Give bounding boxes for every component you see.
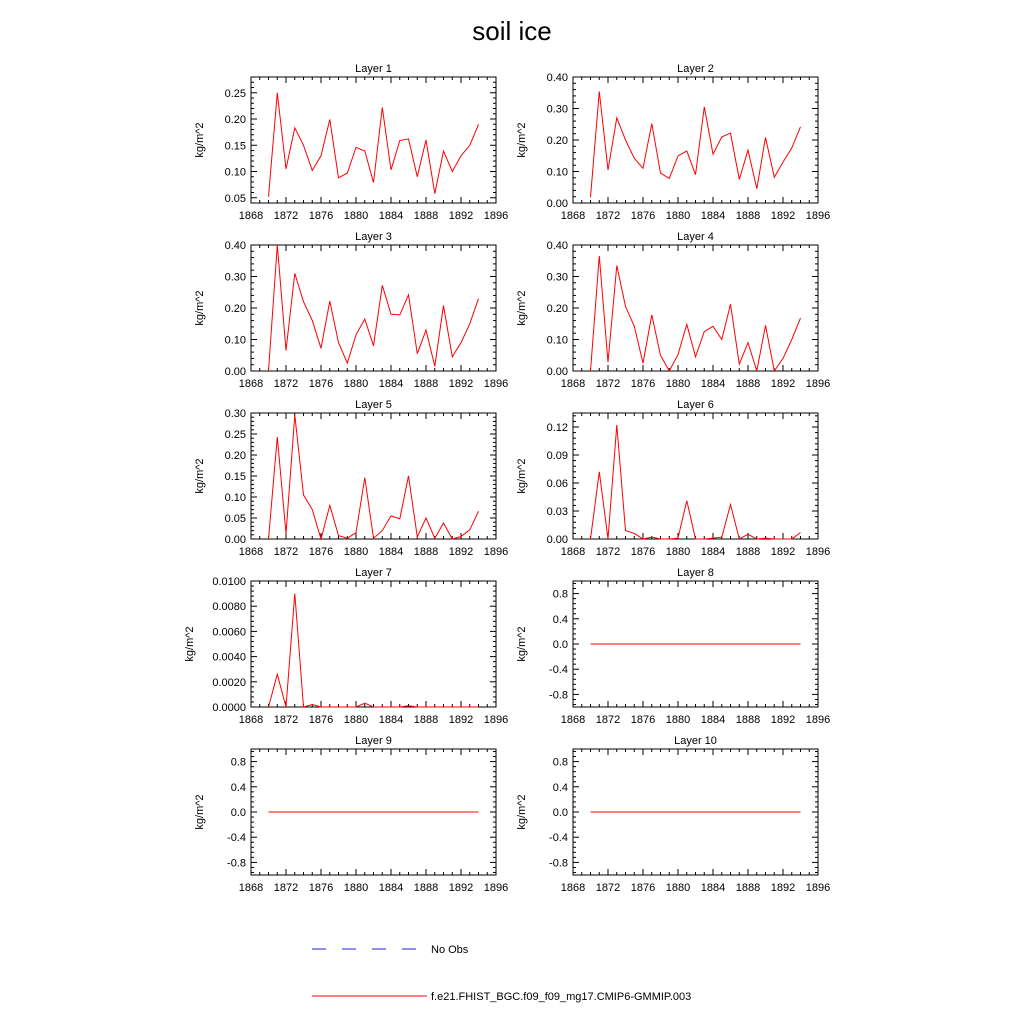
- y-tick-label: -0.8: [549, 689, 568, 702]
- panel-layer-10: [516, 735, 830, 894]
- y-tick-label: -0.4: [227, 832, 246, 845]
- x-tick-label: 1872: [595, 546, 621, 558]
- y-tick-label: 0.0040: [212, 651, 246, 664]
- y-tick-label: 0.0020: [212, 676, 246, 689]
- y-tick-label: 0.4: [552, 781, 568, 794]
- y-tick-label: 0.8: [230, 756, 246, 769]
- y-axis-label: kg/m^2: [516, 794, 528, 830]
- x-tick-label: 1896: [805, 546, 831, 558]
- x-tick-label: 1880: [665, 378, 691, 390]
- x-tick-label: 1880: [665, 714, 691, 726]
- plot-frame: [251, 77, 496, 203]
- x-tick-label: 1876: [308, 882, 334, 894]
- plot-frame: [573, 245, 818, 371]
- figure-title: soil ice: [472, 16, 552, 46]
- panel-title: Layer 3: [355, 231, 392, 243]
- y-tick-label: 0.30: [224, 408, 246, 420]
- panel-title: Layer 2: [677, 63, 714, 75]
- x-tick-label: 1884: [700, 714, 726, 726]
- x-tick-label: 1896: [805, 378, 831, 390]
- x-tick-label: 1876: [630, 378, 656, 390]
- x-tick-label: 1892: [770, 546, 796, 558]
- y-tick-label: 0.30: [224, 271, 246, 284]
- x-tick-label: 1888: [413, 546, 439, 558]
- legend-label-model: f.e21.FHIST_BGC.f09_f09_mg17.CMIP6-GMMIP.003: [431, 991, 692, 1003]
- y-axis-label: kg/m^2: [516, 626, 528, 662]
- y-tick-label: 0.0: [230, 807, 246, 819]
- y-tick-label: 0.06: [546, 478, 568, 490]
- x-tick-label: 1872: [595, 714, 621, 726]
- y-tick-label: 0.4: [230, 781, 246, 794]
- x-tick-label: 1880: [343, 714, 369, 726]
- x-tick-label: 1868: [560, 882, 586, 894]
- y-tick-label: -0.8: [549, 857, 568, 870]
- panel-layer-2: [516, 63, 830, 222]
- y-tick-label: 0.10: [546, 334, 568, 347]
- y-tick-label: 0.20: [546, 135, 568, 147]
- x-tick-label: 1896: [805, 882, 831, 894]
- x-tick-label: 1888: [735, 210, 761, 222]
- y-tick-label: 0.30: [546, 103, 568, 116]
- y-tick-label: -0.4: [549, 832, 568, 845]
- x-tick-label: 1868: [560, 378, 586, 390]
- y-tick-label: 0.15: [224, 140, 246, 153]
- y-tick-label: 0.00: [224, 366, 246, 378]
- y-tick-label: 0.05: [224, 513, 246, 525]
- panel-title: Layer 5: [355, 399, 392, 411]
- x-tick-label: 1876: [630, 882, 656, 894]
- panel-layer-8: [516, 567, 830, 726]
- y-axis-label: kg/m^2: [194, 458, 206, 494]
- y-tick-label: 0.10: [224, 334, 246, 347]
- y-tick-label: 0.20: [224, 450, 246, 462]
- series-line: [269, 93, 479, 197]
- x-tick-label: 1872: [595, 210, 621, 222]
- x-tick-label: 1892: [448, 882, 474, 894]
- y-tick-label: 0.00: [224, 534, 246, 546]
- x-tick-label: 1884: [700, 378, 726, 390]
- legend-label-no-obs: No Obs: [431, 944, 469, 956]
- panel-title: Layer 1: [355, 63, 392, 75]
- x-tick-label: 1888: [735, 546, 761, 558]
- x-tick-label: 1896: [805, 714, 831, 726]
- y-axis-label: kg/m^2: [194, 794, 206, 830]
- x-tick-label: 1872: [273, 882, 299, 894]
- x-tick-label: 1892: [448, 210, 474, 222]
- x-tick-label: 1896: [483, 714, 509, 726]
- x-tick-label: 1872: [273, 714, 299, 726]
- panel-title: Layer 8: [677, 567, 714, 579]
- x-tick-label: 1884: [700, 882, 726, 894]
- panel-title: Layer 4: [677, 231, 714, 243]
- series-line: [269, 245, 479, 371]
- y-axis-label: kg/m^2: [194, 290, 206, 326]
- x-tick-label: 1880: [343, 882, 369, 894]
- y-tick-label: 0.4: [552, 613, 568, 626]
- y-tick-label: 0.25: [224, 87, 246, 100]
- x-tick-label: 1880: [665, 210, 691, 222]
- y-tick-label: 0.20: [224, 114, 246, 126]
- y-axis-label: kg/m^2: [184, 626, 196, 662]
- panel-layer-3: [194, 231, 508, 390]
- y-tick-label: 0.03: [546, 506, 568, 518]
- y-tick-label: 0.8: [552, 588, 568, 601]
- x-tick-label: 1896: [483, 210, 509, 222]
- y-tick-label: 0.40: [546, 240, 568, 252]
- x-tick-label: 1888: [413, 714, 439, 726]
- x-tick-label: 1868: [560, 210, 586, 222]
- x-tick-label: 1880: [665, 882, 691, 894]
- x-tick-label: 1872: [595, 882, 621, 894]
- y-axis-label: kg/m^2: [516, 122, 528, 158]
- panel-layer-7: [184, 567, 508, 726]
- panel-title: Layer 7: [355, 567, 392, 579]
- plot-frame: [251, 245, 496, 371]
- y-tick-label: 0.0080: [212, 601, 246, 614]
- x-tick-label: 1892: [770, 882, 796, 894]
- panel-layer-1: [194, 63, 508, 222]
- x-tick-label: 1892: [770, 714, 796, 726]
- x-tick-label: 1880: [343, 210, 369, 222]
- x-tick-label: 1884: [378, 378, 404, 390]
- x-tick-label: 1876: [308, 714, 334, 726]
- series-line: [591, 256, 801, 371]
- x-tick-label: 1872: [595, 378, 621, 390]
- y-tick-label: 0.20: [224, 303, 246, 315]
- x-tick-label: 1868: [238, 882, 264, 894]
- y-tick-label: 0.0100: [212, 576, 246, 588]
- x-tick-label: 1896: [805, 210, 831, 222]
- x-tick-label: 1892: [770, 210, 796, 222]
- x-tick-label: 1876: [630, 546, 656, 558]
- x-tick-label: 1892: [448, 546, 474, 558]
- x-tick-label: 1888: [735, 714, 761, 726]
- y-tick-label: 0.0: [552, 807, 568, 819]
- x-tick-label: 1892: [448, 378, 474, 390]
- legend: [312, 944, 691, 1003]
- x-tick-label: 1888: [413, 882, 439, 894]
- y-tick-label: 0.8: [552, 756, 568, 769]
- x-tick-label: 1876: [308, 210, 334, 222]
- y-tick-label: 0.00: [546, 198, 568, 210]
- series-line: [269, 415, 479, 539]
- x-tick-label: 1868: [560, 546, 586, 558]
- x-tick-label: 1880: [343, 546, 369, 558]
- y-tick-label: 0.0000: [212, 702, 246, 714]
- y-tick-label: 0.12: [546, 422, 568, 434]
- panel-layer-6: [516, 399, 830, 558]
- x-tick-label: 1880: [665, 546, 691, 558]
- x-tick-label: 1868: [238, 378, 264, 390]
- x-tick-label: 1884: [700, 546, 726, 558]
- y-tick-label: 0.10: [224, 166, 246, 179]
- panel-title: Layer 6: [677, 399, 714, 411]
- x-tick-label: 1884: [378, 714, 404, 726]
- x-tick-label: 1884: [378, 210, 404, 222]
- x-tick-label: 1868: [238, 546, 264, 558]
- y-tick-label: 0.30: [546, 271, 568, 284]
- x-tick-label: 1896: [483, 546, 509, 558]
- y-tick-label: 0.00: [546, 366, 568, 378]
- y-tick-label: 0.40: [224, 240, 246, 252]
- x-tick-label: 1872: [273, 378, 299, 390]
- x-tick-label: 1884: [378, 546, 404, 558]
- y-tick-label: 0.25: [224, 429, 246, 441]
- y-tick-label: 0.09: [546, 450, 568, 462]
- panel-title: Layer 10: [674, 735, 717, 747]
- y-tick-label: 0.20: [546, 303, 568, 315]
- y-axis-label: kg/m^2: [516, 458, 528, 494]
- x-tick-label: 1888: [413, 210, 439, 222]
- y-tick-label: -0.4: [549, 664, 568, 677]
- y-axis-label: kg/m^2: [516, 290, 528, 326]
- y-tick-label: 0.05: [224, 192, 246, 205]
- x-tick-label: 1872: [273, 210, 299, 222]
- x-tick-label: 1884: [378, 882, 404, 894]
- panel-layer-9: [194, 735, 508, 894]
- x-tick-label: 1876: [630, 210, 656, 222]
- series-line: [591, 425, 801, 539]
- x-tick-label: 1896: [483, 378, 509, 390]
- panel-title: Layer 9: [355, 735, 392, 747]
- plot-frame: [573, 77, 818, 203]
- x-tick-label: 1892: [770, 378, 796, 390]
- y-tick-label: 0.10: [546, 166, 568, 179]
- y-tick-label: 0.0: [552, 639, 568, 651]
- x-tick-label: 1880: [343, 378, 369, 390]
- x-tick-label: 1876: [630, 714, 656, 726]
- y-tick-label: 0.15: [224, 471, 246, 483]
- panel-layer-5: [194, 399, 508, 558]
- x-tick-label: 1888: [413, 378, 439, 390]
- x-tick-label: 1876: [308, 546, 334, 558]
- series-line: [591, 92, 801, 198]
- x-tick-label: 1888: [735, 882, 761, 894]
- y-tick-label: 0.00: [546, 534, 568, 546]
- x-tick-label: 1872: [273, 546, 299, 558]
- x-tick-label: 1868: [238, 714, 264, 726]
- series-line: [269, 594, 479, 707]
- y-tick-label: 0.10: [224, 492, 246, 504]
- x-tick-label: 1884: [700, 210, 726, 222]
- y-tick-label: 0.0060: [212, 626, 246, 639]
- x-tick-label: 1888: [735, 378, 761, 390]
- x-tick-label: 1876: [308, 378, 334, 390]
- y-tick-label: -0.8: [227, 857, 246, 870]
- x-tick-label: 1868: [238, 210, 264, 222]
- panel-layer-4: [516, 231, 830, 390]
- plot-frame: [251, 413, 496, 539]
- x-tick-label: 1868: [560, 714, 586, 726]
- y-axis-label: kg/m^2: [194, 122, 206, 158]
- x-tick-label: 1896: [483, 882, 509, 894]
- x-tick-label: 1892: [448, 714, 474, 726]
- y-tick-label: 0.40: [546, 72, 568, 84]
